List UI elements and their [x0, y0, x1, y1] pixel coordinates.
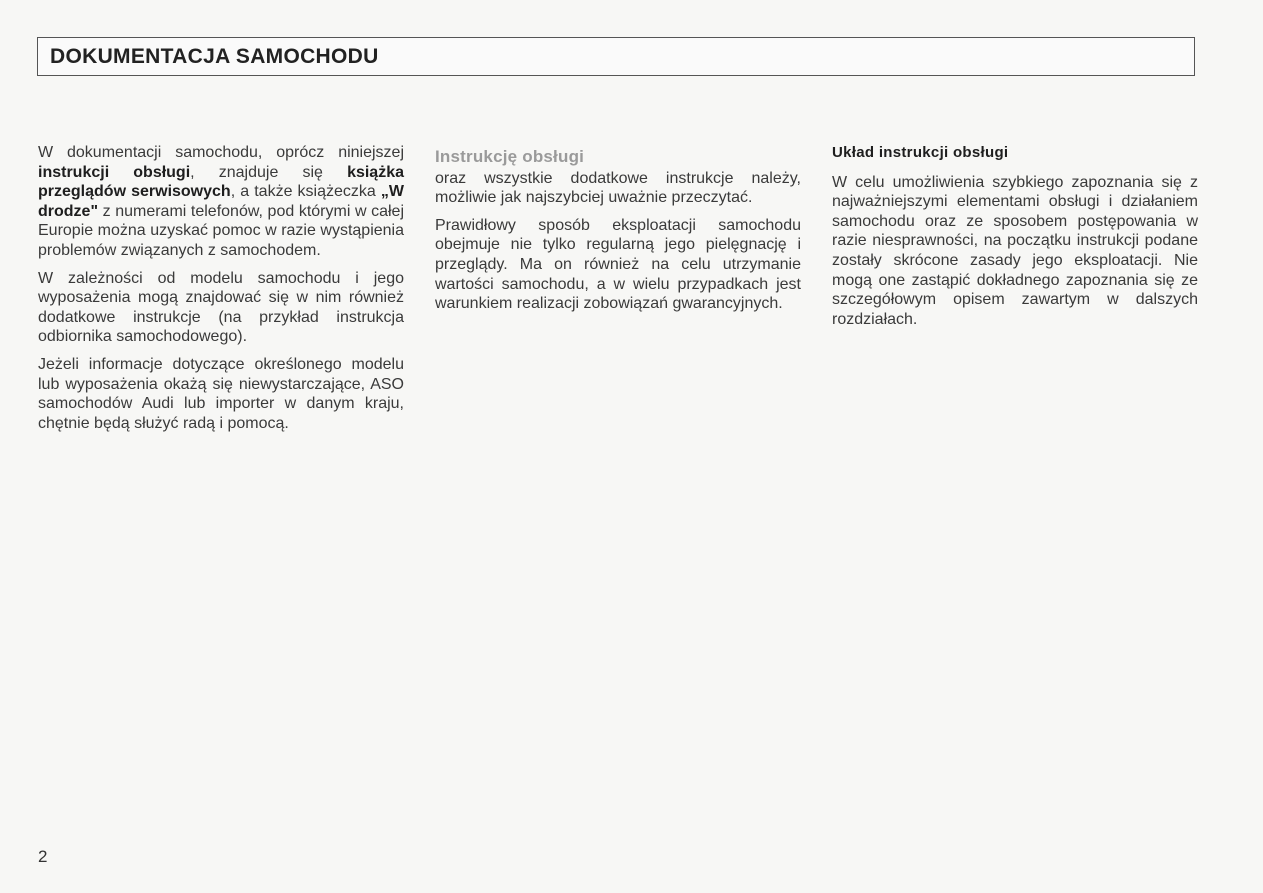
column-2 [435, 143, 801, 322]
bold-term-instrukcji: instrukcji obsługi [38, 163, 191, 181]
section-heading-instrukcje: Instrukcję obsługi [435, 147, 585, 166]
paragraph-layout: W celu umożliwienia szybkiego zapoznania się z najważniejszymi elementami obsługi i działaniem samochodu oraz ze sposobem postępowania w razie niesprawności, na początku instrukcji podane zostały skrócone zasady jego eksploatacji. Nie mogą one zastąpić dokładnego zapoznania się ze szczegółowym opisem zawartym w dalszych rozdziałach. [832, 173, 1198, 328]
page-title: DOKUMENTACJA SAMOCHODU [50, 45, 379, 68]
text-span: , a także książeczka [230, 183, 381, 201]
bold-term-w-drodze: „W drodze" [38, 183, 404, 220]
column-1 [38, 143, 404, 441]
bold-term-ksiazka: książka przeglądów serwisowych [38, 163, 404, 201]
paragraph-exploitation: Prawidłowy sposób eksploatacji samochodu obejmuje nie tylko regularną jego pielęgnację i przeglądy. Ma on również na celu utrzymanie wartości samochodu, a w wielu przypadkach jest warunkiem realizacji zobowiązań gwarancyjnych. [435, 216, 801, 313]
paragraph-intro [38, 143, 404, 261]
section-heading-uklad: Układ instrukcji obsługi [832, 144, 1009, 161]
text-span: , znajduje się [190, 163, 348, 181]
text-span: z numerami telefonów, pod którymi w całej Europie można uzyskać pomoc w razie wystąpienia problemów związanych z samochodem. [38, 202, 404, 259]
page-number: 2 [38, 847, 48, 866]
page-header [37, 37, 1195, 76]
text-span: W dokumentacji samochodu, oprócz niniejszej [38, 144, 404, 161]
paragraph-aso: Jeżeli informacje dotyczące określonego modelu lub wyposażenia okażą się niewystarczające, ASO samochodów Audi lub importer w danym kraju, chętnie będą służyć radą i pomocą. [38, 355, 404, 432]
column-3 [832, 143, 1198, 337]
paragraph-read: oraz wszystkie dodatkowe instrukcje należy, możliwie jak najszybciej uważnie przeczytać. [435, 169, 801, 207]
paragraph-additional: W zależności od modelu samochodu i jego wyposażenia mogą znajdować się w nim również dodatkowe instrukcje (na przykład instrukcja odbiornika samochodowego). [38, 269, 404, 346]
